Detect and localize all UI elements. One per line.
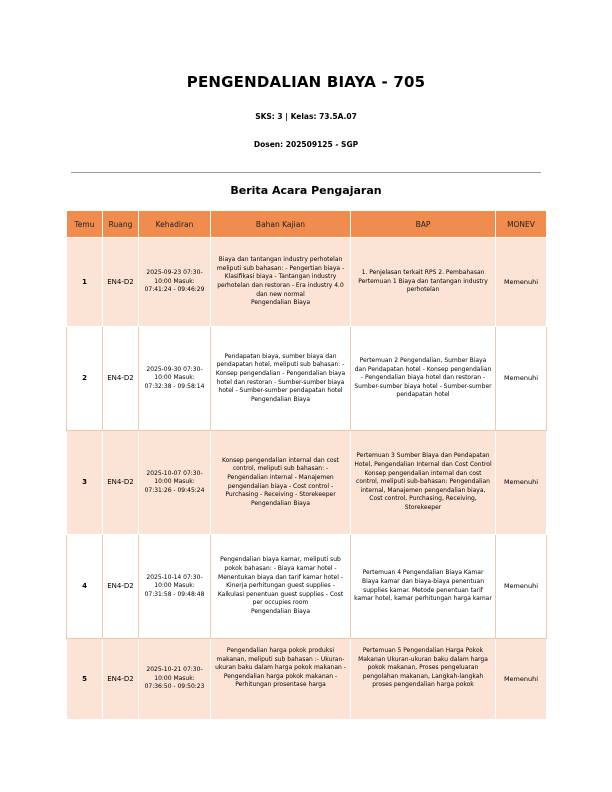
cell-kehadiran: 2025-10-21 07:30-10:00 Masuk: 07:36:50 - 09:50:23 [139,639,211,720]
cell-temu: 2 [67,327,103,431]
cell-bap: Pertemuan 2 Pengendalian, Sumber Biaya dan Pendapatan hotel - Konsep pengendalian - Pengendalian biaya hotel dan restoran - Sumber-sumber biaya hotel - Sumber-sumber pendapatan hotel [351,327,496,431]
table-row [67,535,547,639]
cell-kehadiran: 2025-10-07 07:30-10:00 Masuk: 07:31:26 - 09:45:24 [139,431,211,535]
cell-monev: Memenuhi [496,431,547,535]
table-row [67,238,547,327]
cell-bahan-kajian: Pengendalian biaya kamar, meliputi sub pokok bahasan: - Biaya kamar hotel - Menentukan biaya dan tarif kamar hotel - Kinerja perhitungan guest supplies - Kalkulasi penentuan guest supplies - Cost per occupies room Pengendalian Biaya [211,535,351,639]
cell-bap: Pertemuan 3 Sumber Biaya dan Pendapatan Hotel, Pengendalian Internal dan Cost Control Konsep pengendalian internal dan cost control, meliputi sub-bahasan: Pengendalian internal, Manajemen pengendalian biaya, Cost control, Purchasing, Receiving, Storekeeper [351,431,496,535]
table-row [67,639,547,720]
table-row [67,327,547,431]
cell-bahan-kajian: Pendapatan biaya, sumber biaya dan pendapatan hotel, meliputi sub bahasan: - Konsep pengendalian - Pengendalian biaya hotel dan restoran - Sumber-sumber biaya hotel - Sumber-sumber pendapatan hotel Pengendalian Biaya [211,327,351,431]
col-header-bahan-kajian: Bahan Kajian [211,211,351,238]
cell-kehadiran: 2025-10-14 07:30-10:00 Masuk: 07:31:58 - 09:48:48 [139,535,211,639]
dosen-line: Dosen: 202509125 - SGP [253,140,359,149]
cell-bap [351,639,496,720]
cell-bap: 1. Penjelasan terkait RPS 2. Pembahasan Pertemuan 1 Biaya dan tantangan industry perhotelan [351,238,496,327]
table-row [67,431,547,535]
cell-bahan-kajian: Biaya dan tantangan industry perhotelan meliputi sub bahasan: - Pengertian biaya - Klasifikasi biaya - Tantangan industry perhotelan dan restoran - Era industry 4.0 dan new normal Pengendalian Biaya [211,238,351,327]
cell-temu: 3 [67,431,103,535]
cell-bap: Pertemuan 4 Pengendalian Biaya Kamar Biaya kamar dan biaya-biaya penentuan supplies kamar. Metode penentuan tarif kamar hotel, kamar perhitungan harga kamar [351,535,496,639]
cell-temu: 5 [67,639,103,720]
cell-bahan-kajian-text: Pengendalian harga pokok produksi makanan, meliputi sub bahasan :- Ukuran-ukuran baku dalam harga pokok makanan - Pengendalian harga pokok makanan - Perhitungan prosentase harga [215,647,346,689]
cell-bahan-kajian [211,639,351,720]
cell-bahan-kajian: Konsep pengendalian internal dan cost control, meliputi sub bahasan: - Pengendalian internal - Manajemen pengendalian biaya - Cost control - Purchasing - Receiving - Storekeeper Pengendalian Biaya [211,431,351,535]
cell-monev: Memenuhi [496,238,547,327]
cell-bap-text: Pertemuan 5 Pengendalian Harga Pokok Makanan Ukuran-ukuran baku dalam harga pokok makanan, Proses pengeluaran pengolahan makanan, Langkah-langkah proses pengendalian harga pokok [358,647,488,689]
col-header-monev: MONEV [496,211,547,238]
cell-ruang: EN4-D2 [103,431,139,535]
cell-ruang: EN4-D2 [103,238,139,327]
cell-temu: 4 [67,535,103,639]
cell-monev: Memenuhi [496,639,547,720]
teaching-log-table [66,210,547,720]
cell-ruang: EN4-D2 [103,535,139,639]
cell-monev: Memenuhi [496,327,547,431]
col-header-kehadiran: Kehadiran [139,211,211,238]
col-header-bap: BAP [351,211,496,238]
cell-kehadiran: 2025-09-30 07:30-10:00 Masuk: 07:32:38 - 09:58:14 [139,327,211,431]
col-header-temu: Temu [67,211,103,238]
cell-ruang: EN4-D2 [103,327,139,431]
table-header-row [67,211,547,238]
col-header-ruang: Ruang [103,211,139,238]
sks-kelas-line: SKS: 3 | Kelas: 73.5A.07 [255,112,357,121]
cell-kehadiran: 2025-09-23 07:30-10:00 Masuk: 07:41:24 - 09:46:29 [139,238,211,327]
cell-ruang: EN4-D2 [103,639,139,720]
cell-temu: 1 [67,238,103,327]
document-title: PENGENDALIAN BIAYA - 705 [186,73,426,91]
cell-monev: Memenuhi [496,535,547,639]
section-title: Berita Acara Pengajaran [230,184,382,197]
header-divider [71,172,541,173]
